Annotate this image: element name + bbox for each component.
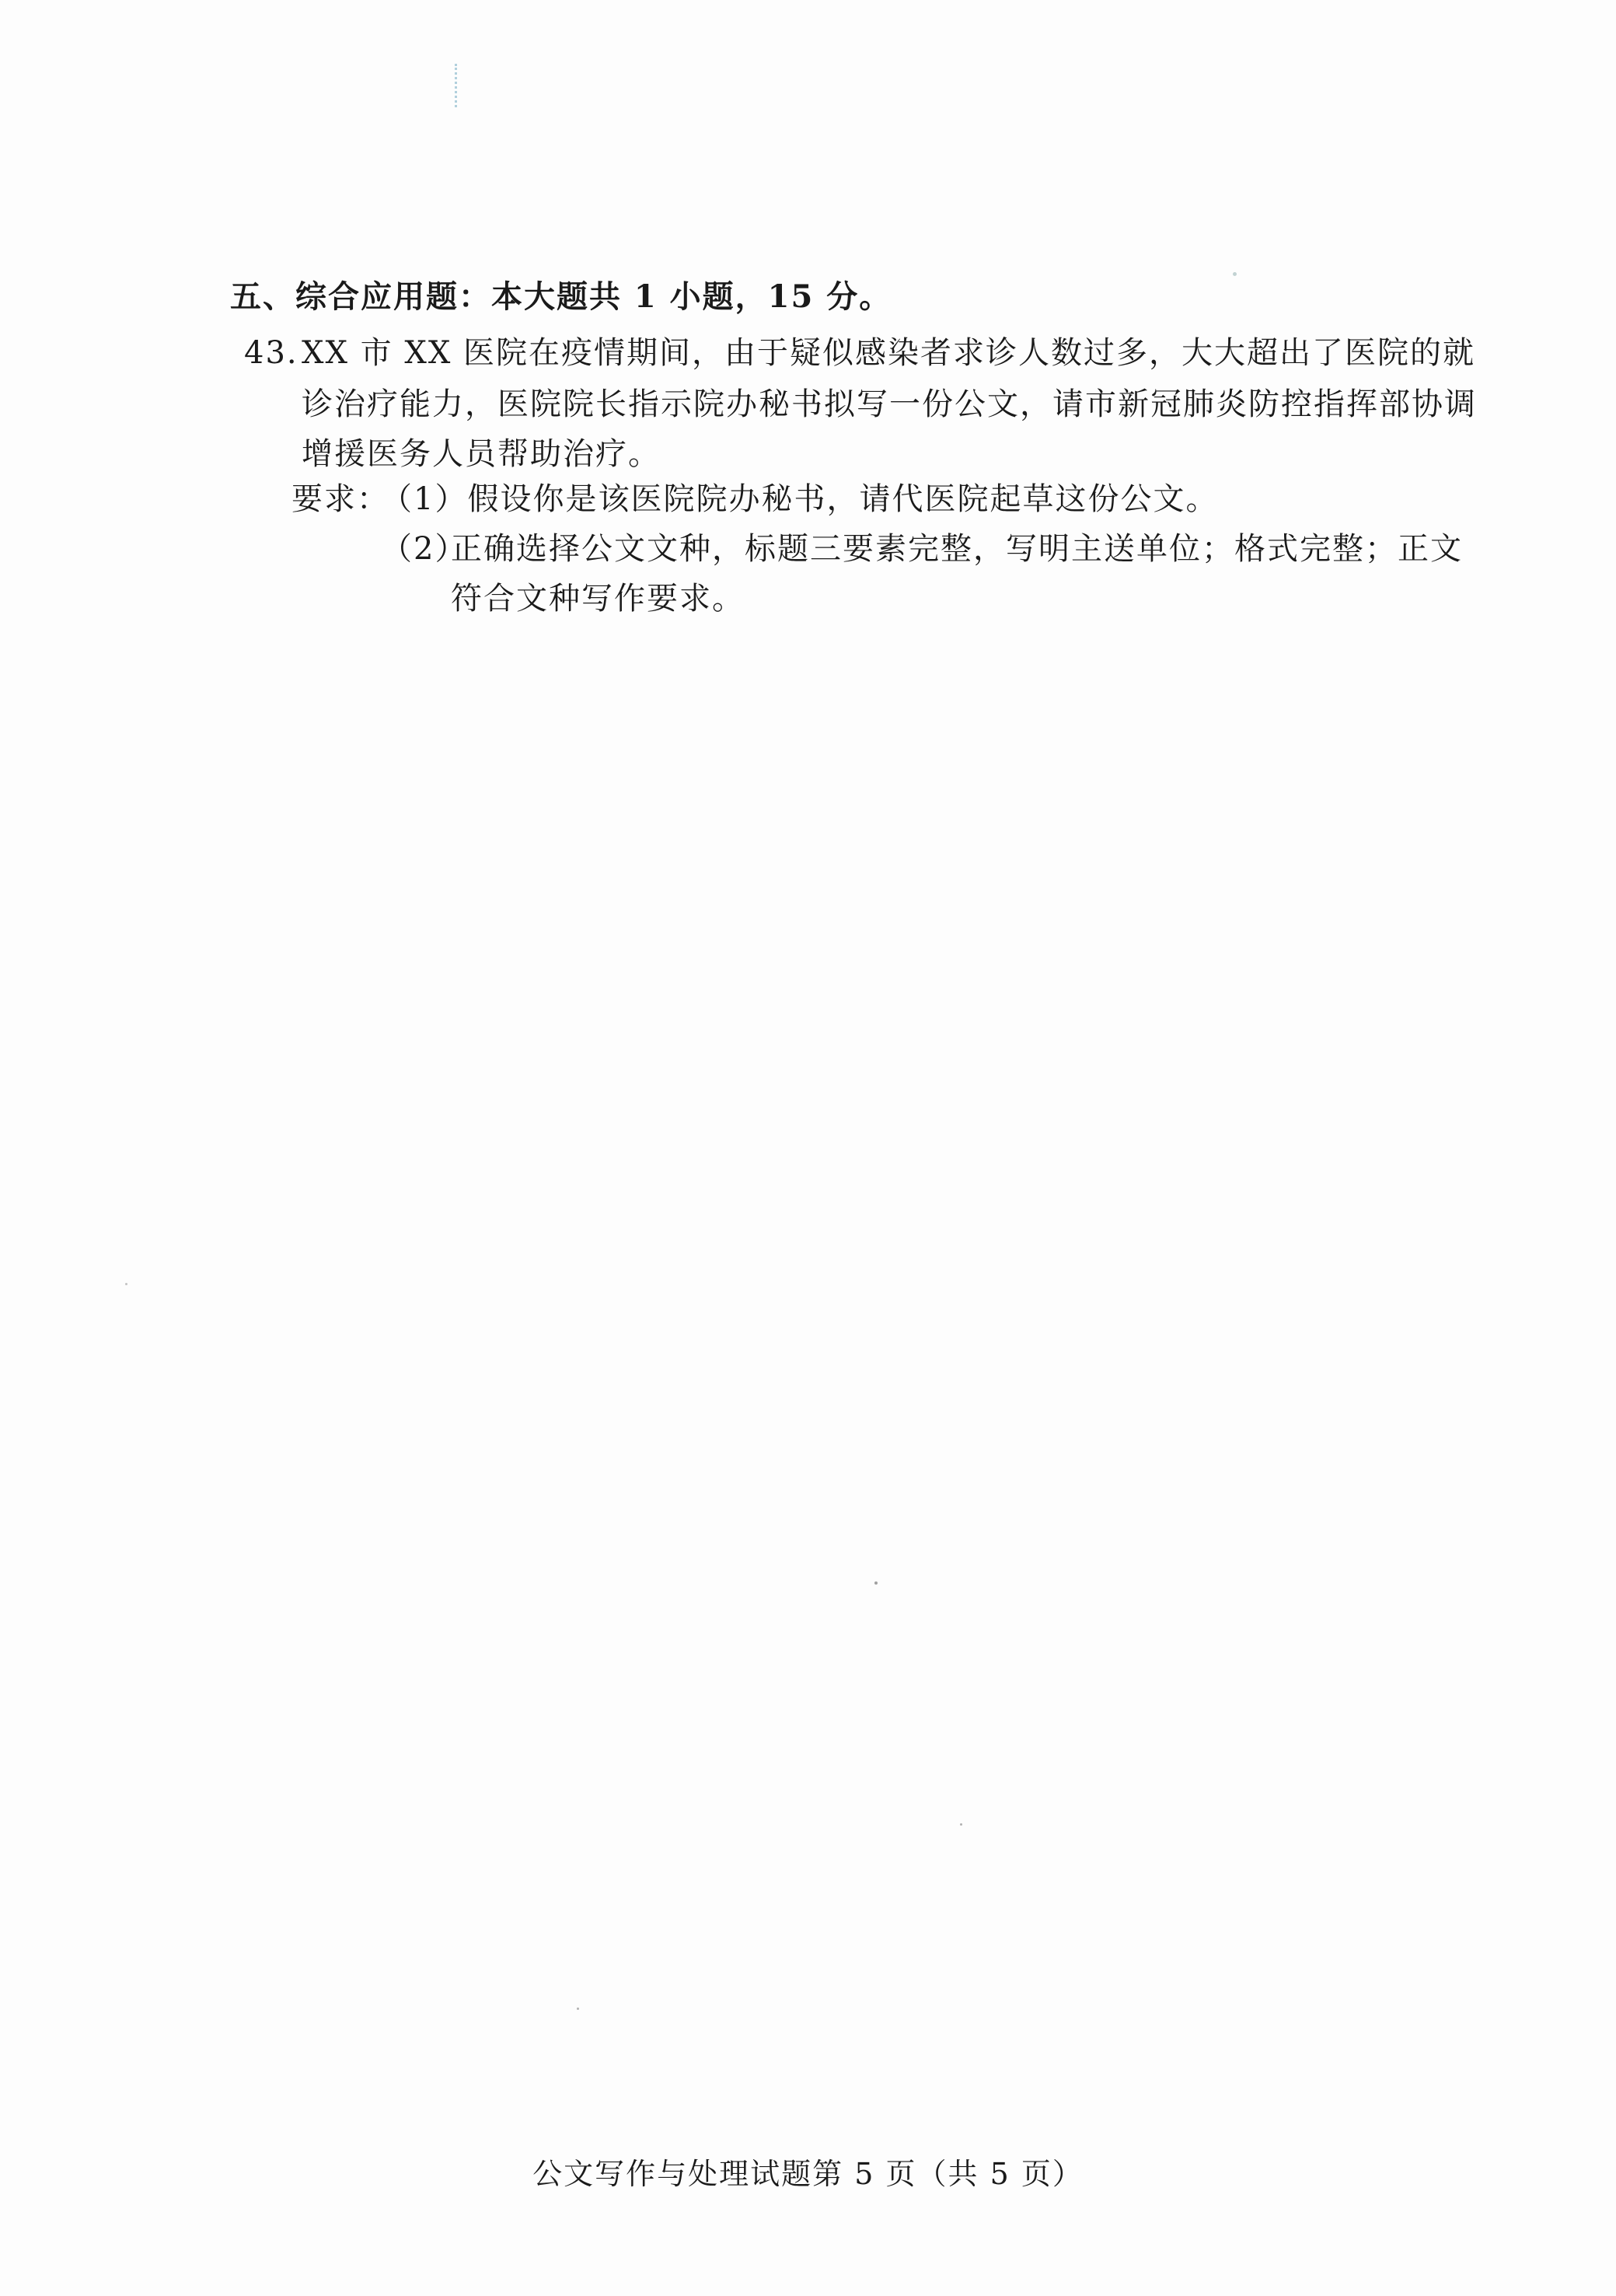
question-number: 43. [244, 335, 298, 371]
requirement-item-2-line: 符合文种写作要求。 [451, 581, 745, 617]
requirement-item-2-number: （2） [381, 531, 468, 567]
scan-speck [874, 1581, 878, 1585]
scan-speck [577, 2008, 579, 2010]
scan-speck [125, 1283, 127, 1285]
scan-speck [1233, 272, 1237, 276]
page-footer: 公文写作与处理试题第 5 页（共 5 页） [532, 2157, 1084, 2191]
requirement-item-1: （1）假设你是该医院院办秘书，请代医院起草这份公文。 [381, 481, 1219, 517]
question-text-line: XX 市 XX 医院在疫情期间，由于疑似感染者求诊人数过多，大大超出了医院的就 [302, 335, 1476, 371]
requirements-label: 要求： [291, 481, 389, 517]
question-text-line: 诊治疗能力，医院院长指示院办秘书拟写一份公文，请市新冠肺炎防控指挥部协调 [302, 386, 1477, 422]
scan-speck [960, 1823, 962, 1826]
scan-artifact [455, 64, 465, 107]
question-text-line: 增援医务人员帮助治疗。 [302, 436, 661, 472]
requirement-item-2-line: 正确选择公文文种，标题三要素完整，写明主送单位；格式完整；正文 [451, 531, 1463, 567]
section-heading: 五、综合应用题：本大题共 1 小题，15 分。 [230, 278, 892, 315]
